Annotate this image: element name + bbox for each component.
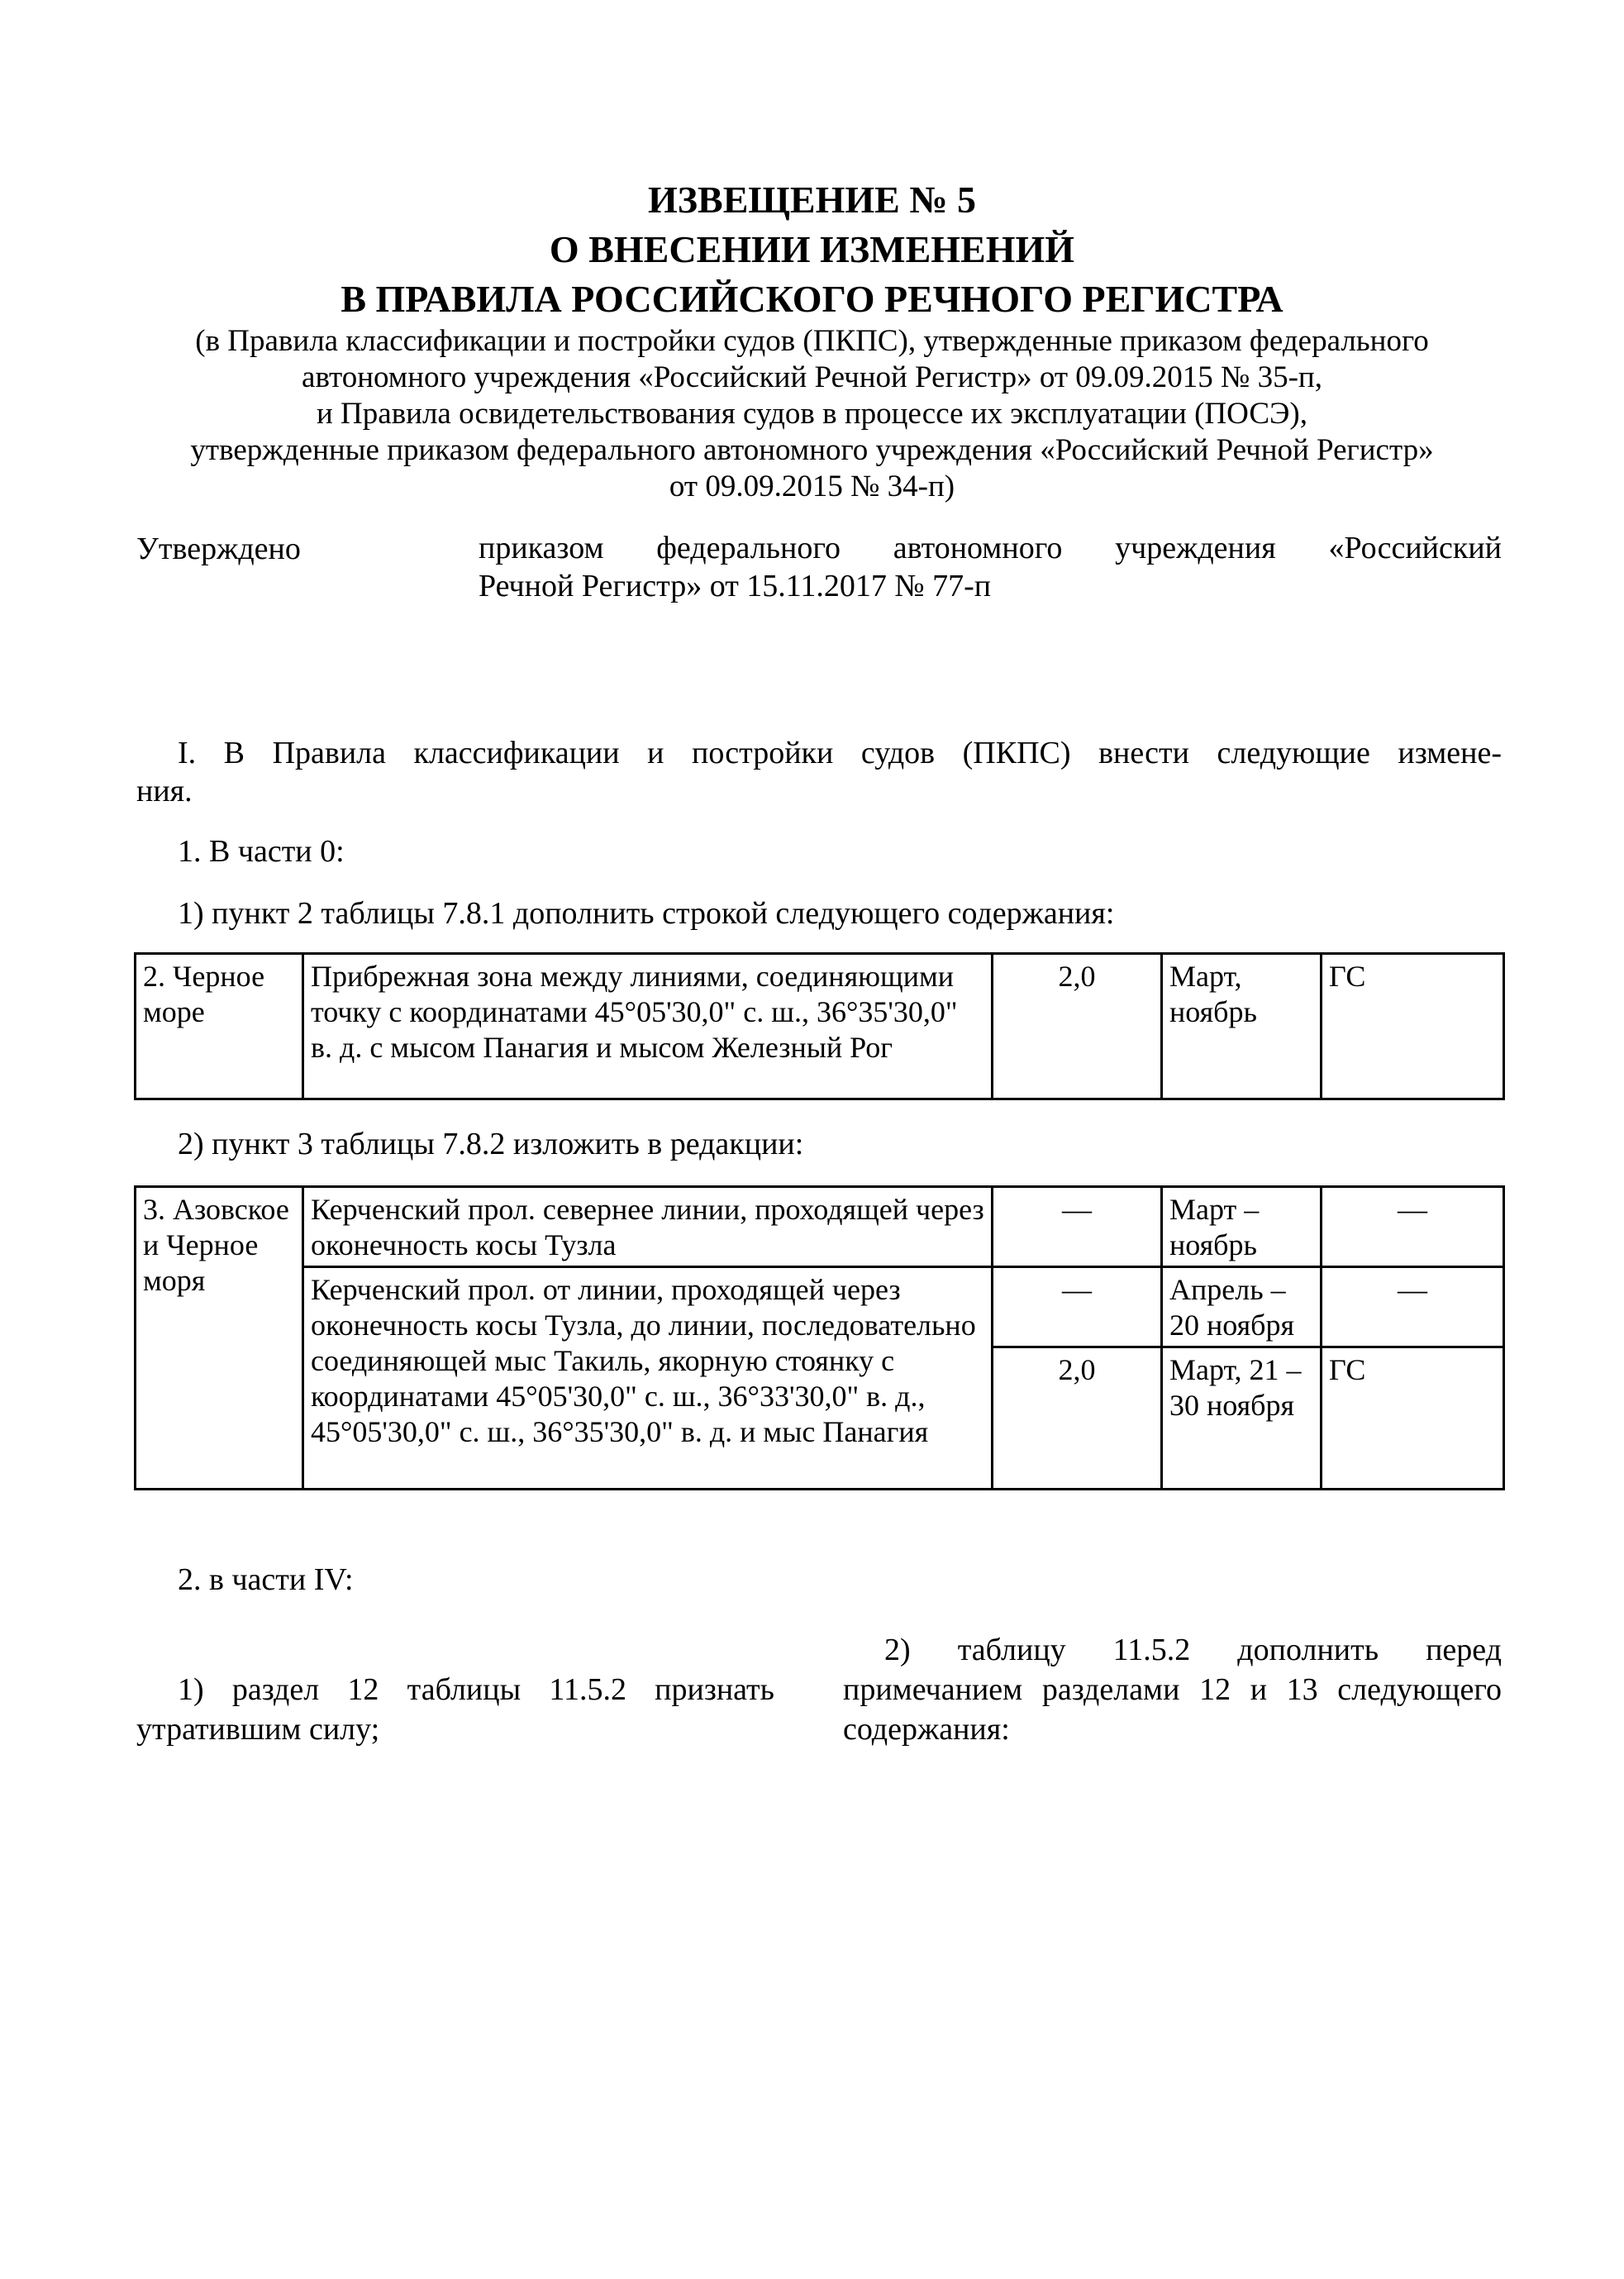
approval-text-line-1: приказом федерального автономного учреждения «Российский [479,531,1502,565]
notice-title-line-3: В ПРАВИЛА РОССИЙСКОГО РЕЧНОГО РЕГИСТРА [341,278,1283,320]
table1-description-cell: Прибрежная зона между линиями, соединяющими точку с координатами 45°05'30,0" с. ш., 36°35'30,0" в. д. с мысом Панагия и мысом Железный Рог [303,954,993,1099]
table-row [136,954,1504,1099]
table2-row2a-value-cell: — [993,1267,1162,1347]
table2-row1-period-cell: Март – ноябрь [1162,1187,1322,1267]
table2-area-cell: 3. Азовское и Черное моря [136,1187,303,1490]
table-row [136,1187,1504,1267]
notice-title-line-1: ИЗВЕЩЕНИЕ № 5 [647,179,977,221]
approval-label: Утверждено [136,532,301,566]
section-1-heading-line-1: I. В Правила классификации и постройки судов (ПКПС) внести следующие измене- [178,736,1502,770]
table2-row2b-value-cell: 2,0 [993,1347,1162,1490]
table2-row1-value-cell: — [993,1187,1162,1267]
table1-mark-cell: ГС [1322,954,1504,1099]
item-1-text: 1) пункт 2 таблицы 7.8.1 дополнить строкой следующего содержания: [178,896,1115,931]
table2-row2a-period-cell: Апрель – 20 ноября [1162,1267,1322,1347]
right-column-text: 2) таблицу 11.5.2 дополнить перед примечанием разделами 12 и 13 следующего содержания: [843,1633,1502,1747]
table2-row2b-mark-cell: ГС [1322,1347,1504,1490]
part-0-heading: 1. В части 0: [178,834,345,869]
section-1-heading-line-2: ния. [136,774,193,808]
table1-period-cell: Март, ноябрь [1162,954,1322,1099]
approval-text [479,529,1502,605]
subtitle-line-5: от 09.09.2015 № 34-п) [669,470,955,503]
table2-row2-description-cell: Керченский прол. от линии, проходящей через оконечность косы Тузла, до линии, последовательно соединяющей мыс Такиль, якорную стоянку с координатами 45°05'30,0" с. ш., 36°33'30,0" в. д., 45°05'30,0" с. ш., 36°35'30,0" в. д. и мыс Панагия [303,1267,993,1490]
table2-row2b-period-cell: Март, 21 – 30 ноября [1162,1347,1322,1490]
part-4-heading: 2. в части IV: [178,1562,354,1597]
table-7-8-2-row [134,1185,1505,1490]
subtitle-line-2: автономного учреждения «Российский Речной Регистр» от 09.09.2015 № 35-п, [302,360,1322,394]
subtitle-line-4: утвержденные приказом федерального автономного учреждения «Российский Речной Регистр» [190,433,1434,467]
table-7-8-1-row [134,952,1505,1100]
table2-row1-mark-cell: — [1322,1187,1504,1267]
table1-area-cell: 2. Черное море [136,954,303,1099]
table-row [136,1267,1504,1347]
approval-text-line-2: Речной Регистр» от 15.11.2017 № 77-п [479,569,992,603]
table2-row2a-mark-cell: — [1322,1267,1504,1347]
table1-value-cell: 2,0 [993,954,1162,1099]
left-column-text: 1) раздел 12 таблицы 11.5.2 признать утратившим силу; [136,1672,774,1747]
subtitle-line-3: и Правила освидетельствования судов в процессе их эксплуатации (ПОСЭ), [317,397,1307,431]
notice-title-line-2: О ВНЕСЕНИИ ИЗМЕНЕНИЙ [549,228,1075,270]
section-1-heading [136,734,1502,810]
item-2-text: 2) пункт 3 таблицы 7.8.2 изложить в редакции: [178,1127,804,1161]
subtitle-line-1: (в Правила классификации и постройки судов (ПКПС), утвержденные приказом федерального [195,324,1429,358]
table2-row1-description-cell: Керченский прол. севернее линии, проходящей через оконечность косы Тузла [303,1187,993,1267]
